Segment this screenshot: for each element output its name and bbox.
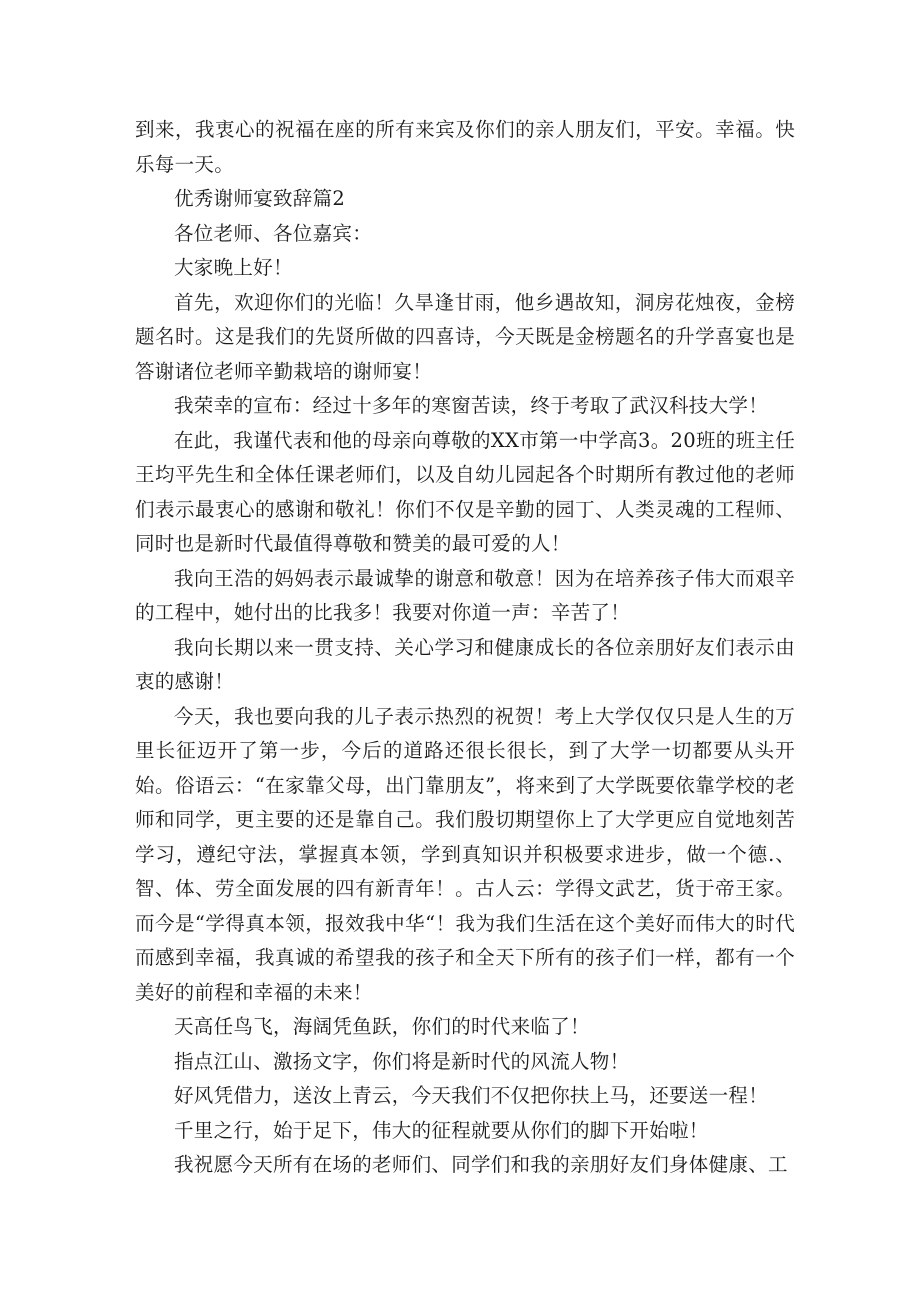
paragraph-welcome: 首先，欢迎你们的光临！久旱逢甘雨，他乡遇故知，洞房花烛夜，金榜题名时。这是我们的先贤所做的四喜诗，今天既是金榜题名的升学喜宴也是答谢诸位老师辛勤栽培的谢师宴！ bbox=[135, 290, 795, 383]
paragraph-line-4: 千里之行，始于足下，伟大的征程就要从你们的脚下开始啦！ bbox=[174, 1118, 709, 1142]
paragraph-line-1: 天高任鸟飞，海阔凭鱼跃，你们的时代来临了！ bbox=[174, 1015, 590, 1038]
paragraph-announcement: 我荣幸的宣布：经过十多年的寒窗苦读，终于考取了武汉科技大学！ bbox=[174, 394, 769, 417]
paragraph-continuation: 到来，我衷心的祝福在座的所有来宾及你们的亲人朋友们，平安。幸福。快乐每一天。 bbox=[135, 118, 795, 176]
paragraph-congratulations-son: 今天，我也要向我的儿子表示热烈的祝贺！考上大学仅仅只是人生的万里长征迈开了第一步，今后的道路还很长很长，到了大学一切都要从头开始。俗语云：“在家靠父母，出门靠朋友”，将来到了大学既要依靠学校的老师和同学，更主要的还是靠自己。我们殷切期望你上了大学更应自觉地刻苦学习，遵纪守法，掌握真本领，学到真知识并积极要求进步，做一个德.、智、体、劳全面发展的四有新青年！。古人云：学得文武艺，货于帝王家。而今是“学得真本领，报效我中华“！我为我们生活在这个美好而伟大的时代而感到幸福，我真诚的希望我的孩子和全天下所有的孩子们一样，都有一个美好的前程和幸福的未来！ bbox=[135, 704, 795, 1004]
paragraph-thanks-friends: 我向长期以来一贯支持、关心学习和健康成长的各位亲朋好友们表示由衷的感谢！ bbox=[135, 635, 795, 693]
section-title: 优秀谢师宴致辞篇2 bbox=[174, 187, 346, 210]
paragraph-closing-wish: 我祝愿今天所有在场的老师们、同学们和我的亲朋好友们身体健康、工 bbox=[174, 1153, 788, 1176]
paragraph-thanks-mother: 我向王浩的妈妈表示最诚挚的谢意和敬意！因为在培养孩子伟大而艰辛的工程中，她付出的比我多！我要对你道一声：辛苦了！ bbox=[135, 566, 795, 624]
paragraph-line-2: 指点江山、激扬文字，你们将是新时代的风流人物！ bbox=[174, 1049, 630, 1073]
paragraph-thanks-teachers: 在此，我谨代表和他的母亲向尊敬的XX市第一中学高3。20班的班主任王均平先生和全体任课老师们，以及自幼儿园起各个时期所有教过他的老师们表示最衷心的感谢和敬礼！你们不仅是辛勤的园丁、人类灵魂的工程师、同时也是新时代最值得尊敬和赞美的最可爱的人！ bbox=[135, 428, 795, 555]
paragraph-line-3: 好风凭借力，送汝上青云，今天我们不仅把你扶上马，还要送一程！ bbox=[174, 1084, 769, 1107]
salutation: 各位老师、各位嘉宾： bbox=[174, 221, 373, 245]
greeting: 大家晚上好！ bbox=[174, 256, 293, 279]
document-body bbox=[135, 113, 795, 1183]
